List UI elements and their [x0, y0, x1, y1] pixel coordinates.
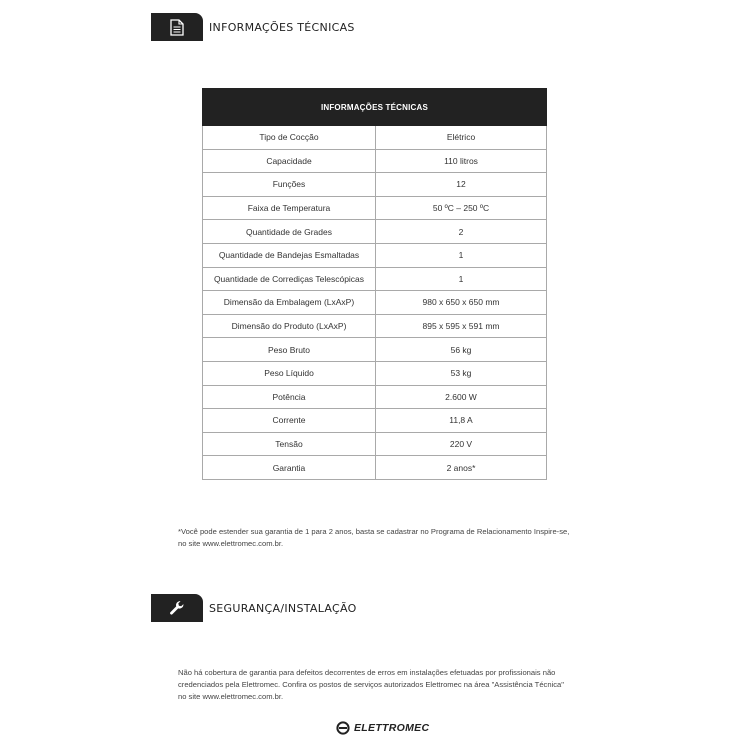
- section-title: SEGURANÇA/INSTALAÇÃO: [209, 601, 357, 615]
- spec-value: 220 V: [376, 432, 547, 456]
- table-row: [203, 267, 547, 291]
- spec-label: Dimensão da Embalagem (LxAxP): [203, 291, 376, 315]
- table-row: [203, 314, 547, 338]
- table-header-row: [203, 89, 547, 126]
- table-row: [203, 243, 547, 267]
- spec-value: 53 kg: [376, 361, 547, 385]
- spec-label: Dimensão do Produto (LxAxP): [203, 314, 376, 338]
- spec-label: Corrente: [203, 409, 376, 433]
- table-row: [203, 338, 547, 362]
- spec-label: Peso Bruto: [203, 338, 376, 362]
- table-row: [203, 291, 547, 315]
- spec-label: Quantidade de Bandejas Esmaltadas: [203, 243, 376, 267]
- spec-value: 2.600 W: [376, 385, 547, 409]
- table-row: [203, 196, 547, 220]
- logo-text: ELETTROMEC: [354, 722, 430, 734]
- spec-value: 895 x 595 x 591 mm: [376, 314, 547, 338]
- table-header: INFORMAÇÕES TÉCNICAS: [203, 89, 547, 126]
- table-row: [203, 220, 547, 244]
- elettromec-logo: [336, 721, 429, 735]
- section-header-informacoes: [151, 13, 355, 41]
- spec-label: Garantia: [203, 456, 376, 480]
- section-title: INFORMAÇÕES TÉCNICAS: [209, 20, 355, 34]
- spec-label: Quantidade de Corrediças Telescópicas: [203, 267, 376, 291]
- table-row: [203, 173, 547, 197]
- spec-value: Elétrico: [376, 126, 547, 150]
- spec-label: Funções: [203, 173, 376, 197]
- spec-value: 980 x 650 x 650 mm: [376, 291, 547, 315]
- spec-label: Capacidade: [203, 149, 376, 173]
- logo-icon: [336, 721, 350, 735]
- spec-label: Quantidade de Grades: [203, 220, 376, 244]
- spec-value: 11,8 A: [376, 409, 547, 433]
- table-row: [203, 385, 547, 409]
- section-tab: [151, 594, 203, 622]
- spec-value: 1: [376, 243, 547, 267]
- document-icon: [170, 19, 184, 36]
- spec-label: Peso Líquido: [203, 361, 376, 385]
- spec-value: 56 kg: [376, 338, 547, 362]
- spec-value: 110 litros: [376, 149, 547, 173]
- warranty-footnote: *Você pode estender sua garantia de 1 para 2 anos, basta se cadastrar no Programa de Relacionamento Inspire-se, no site www.elettromec.com.br.: [178, 527, 570, 548]
- table-row: [203, 361, 547, 385]
- table-row: [203, 126, 547, 150]
- table-body: [203, 126, 547, 480]
- spec-label: Potência: [203, 385, 376, 409]
- spec-value: 50 ºC – 250 ºC: [376, 196, 547, 220]
- spec-label: Tensão: [203, 432, 376, 456]
- table-row: [203, 409, 547, 433]
- spec-table: [202, 88, 547, 480]
- spec-label: Tipo de Cocção: [203, 126, 376, 150]
- spec-label: Faixa de Temperatura: [203, 196, 376, 220]
- spec-value: 1: [376, 267, 547, 291]
- table-row: [203, 456, 547, 480]
- section-tab: [151, 13, 203, 41]
- spec-value: 2: [376, 220, 547, 244]
- spec-value: 2 anos*: [376, 456, 547, 480]
- table-row: [203, 432, 547, 456]
- table-row: [203, 149, 547, 173]
- spec-value: 12: [376, 173, 547, 197]
- wrench-icon: [169, 600, 185, 616]
- installation-notice: Não há cobertura de garantia para defeitos decorrentes de erros em instalações efetuadas por profissionais não credenciados pela Elettromec. Confira os postos de serviços autorizados Elettromec na área "Assistência Técnica" no site www.elettromec.com.br.: [178, 668, 564, 701]
- section-header-seguranca: [151, 594, 357, 622]
